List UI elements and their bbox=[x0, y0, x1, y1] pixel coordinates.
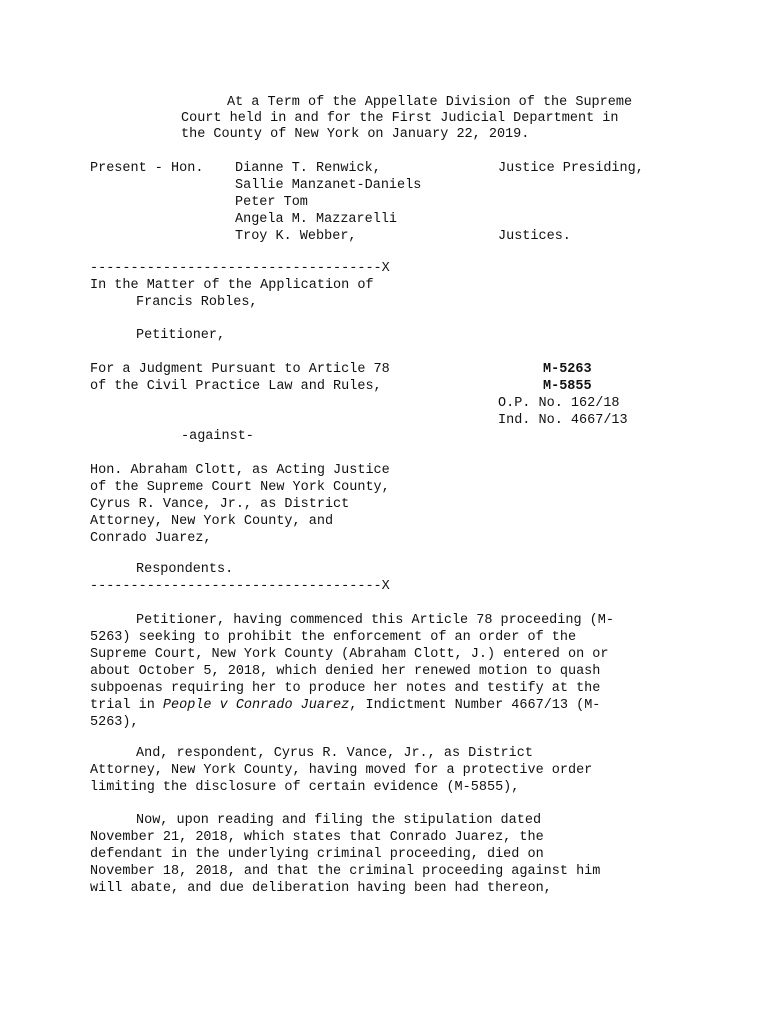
justice-name: Peter Tom bbox=[235, 195, 308, 210]
paragraph-1-line: Petitioner, having commenced this Article 78 proceeding (M- bbox=[136, 613, 614, 628]
present-label: Present - Hon. bbox=[90, 161, 204, 176]
matter-line-2: Francis Robles, bbox=[136, 295, 258, 310]
paragraph-1-line: about October 5, 2018, which denied her renewed motion to quash bbox=[90, 664, 601, 679]
judgment-line-2: of the Civil Practice Law and Rules, bbox=[90, 379, 382, 394]
paragraph-1-line: subpoenas requiring her to produce her notes and testify at the bbox=[90, 681, 601, 696]
paragraph-2-line: Attorney, New York County, having moved for a protective order bbox=[90, 763, 593, 778]
paragraph-1-line: 5263) seeking to prohibit the enforcement of an order of the bbox=[90, 630, 577, 645]
justice-name: Angela M. Mazzarelli bbox=[235, 212, 398, 227]
indictment-number: Ind. No. 4667/13 bbox=[498, 413, 628, 428]
petitioner-label: Petitioner, bbox=[136, 328, 226, 343]
justice-name: Troy K. Webber, bbox=[235, 229, 357, 244]
paragraph-3-line: will abate, and due deliberation having been had thereon, bbox=[90, 881, 552, 896]
case-name: People v Conrado Juarez bbox=[162, 698, 350, 713]
paragraph-1-line bbox=[90, 697, 600, 714]
caption-rule-bottom: ------------------------------------X bbox=[90, 579, 390, 594]
header-line-2: Court held in and for the First Judicial Department in bbox=[181, 111, 619, 126]
motion-number: M-5855 bbox=[543, 379, 592, 394]
matter-line-1: In the Matter of the Application of bbox=[90, 278, 374, 293]
trial-prefix: trial in bbox=[90, 698, 163, 713]
presiding-label: Justice Presiding, bbox=[498, 161, 644, 176]
caption-rule-top: ------------------------------------X bbox=[90, 261, 390, 276]
header-line-1: At a Term of the Appellate Division of the Supreme bbox=[227, 95, 633, 110]
paragraph-3-line: Now, upon reading and filing the stipulation dated bbox=[136, 813, 542, 828]
respondents-line: Attorney, New York County, and bbox=[90, 514, 334, 529]
respondents-line: Hon. Abraham Clott, as Acting Justice bbox=[90, 463, 390, 478]
op-number: O.P. No. 162/18 bbox=[498, 396, 620, 411]
justice-name: Sallie Manzanet-Daniels bbox=[235, 178, 422, 193]
paragraph-1-line: 5263), bbox=[90, 715, 139, 730]
motion-number: M-5263 bbox=[543, 362, 592, 377]
paragraph-1-line: Supreme Court, New York County (Abraham Clott, J.) entered on or bbox=[90, 647, 609, 662]
respondents-label: Respondents. bbox=[136, 562, 234, 577]
paragraph-3-line: November 21, 2018, which states that Conrado Juarez, the bbox=[90, 830, 544, 845]
paragraph-3-line: defendant in the underlying criminal proceeding, died on bbox=[90, 847, 544, 862]
against-label: -against- bbox=[181, 429, 254, 444]
judgment-line-1: For a Judgment Pursuant to Article 78 bbox=[90, 362, 390, 377]
justice-name: Dianne T. Renwick, bbox=[235, 161, 381, 176]
respondents-line: Conrado Juarez, bbox=[90, 531, 212, 546]
paragraph-3-line: November 18, 2018, and that the criminal proceeding against him bbox=[90, 864, 601, 879]
justices-label: Justices. bbox=[498, 229, 571, 244]
paragraph-2-line: limiting the disclosure of certain evidence (M-5855), bbox=[90, 780, 520, 795]
header-line-3: the County of New York on January 22, 2019. bbox=[181, 127, 530, 142]
respondents-line: Cyrus R. Vance, Jr., as District bbox=[90, 497, 350, 512]
respondents-line: of the Supreme Court New York County, bbox=[90, 480, 390, 495]
indictment-ref: , Indictment Number 4667/13 (M- bbox=[349, 698, 601, 713]
paragraph-2-line: And, respondent, Cyrus R. Vance, Jr., as District bbox=[136, 746, 533, 761]
